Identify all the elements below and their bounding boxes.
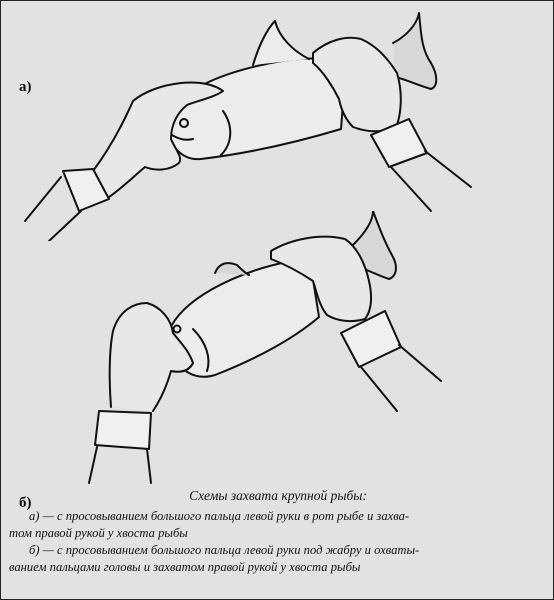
caption-a-line2: том правой рукой у хвоста рыбы (9, 526, 188, 540)
caption-a-line1: а) — с просовыванием большого пальца левой руки в рот рыбе и захва- (29, 509, 410, 523)
caption-b-line2: ванием пальцами головы и захватом правой рукой у хвоста рыбы (9, 560, 361, 574)
fish-tail (393, 13, 436, 89)
figure-b-illustration (1, 211, 554, 491)
caption-title: Схемы захвата крупной рыбы: (189, 488, 367, 503)
fish-dorsal-fin (215, 263, 249, 275)
caption-b-line1: б) — с просовыванием большого пальца левой руки под жабру и охваты- (29, 543, 420, 557)
figure-a-label: а) (19, 79, 32, 95)
left-cuff (95, 411, 151, 449)
figure-caption (1, 487, 554, 576)
figure-b-label: б) (19, 495, 32, 511)
figure-a-illustration (1, 1, 554, 241)
fish-dorsal-fin (253, 21, 309, 65)
figure-a (1, 1, 554, 241)
fish-body (166, 59, 346, 160)
